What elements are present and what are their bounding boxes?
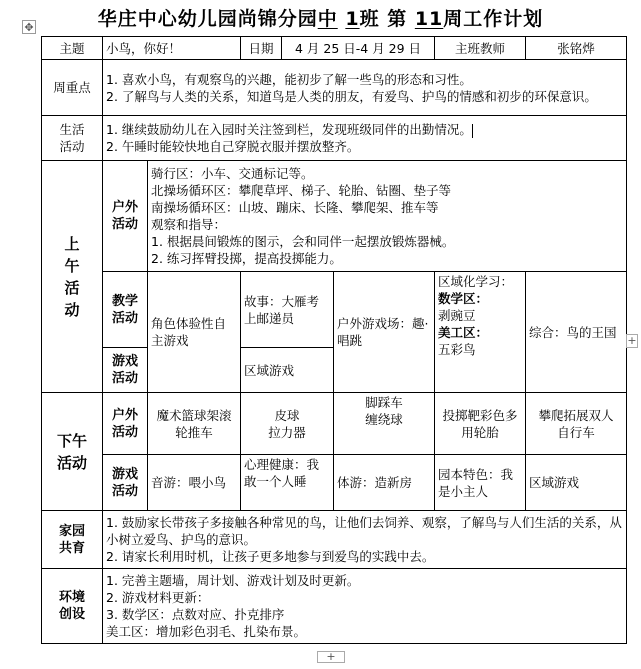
pm-outdoor-cell-1[interactable]: 魔术篮球架滚轮推车 <box>148 393 241 455</box>
afternoon-label: 下午活动 <box>42 393 103 511</box>
env-row <box>42 569 627 644</box>
outdoor-line-4: 观察和指导： <box>151 217 227 232</box>
pm-outdoor-item-wrap-ball: 缠绕球 <box>365 412 403 427</box>
text-cursor <box>472 124 473 138</box>
art-zone-label: 美工区： <box>438 325 489 340</box>
game-cell-2[interactable]: 区域游戏 <box>241 348 334 393</box>
morning-label: 上午活动 <box>42 161 103 393</box>
env-line-2: 2. 游戏材料更新： <box>106 590 210 605</box>
outdoor-line-6: 2. 练习挥臂投掷，提高投掷能力。 <box>151 251 342 266</box>
home-line-1: 1. 鼓励家长带孩子多接触各种常见的鸟，让他们去饲养、观察，了解鸟与人们生活的关系，从小树立爱鸟、护鸟的意识。 <box>106 515 622 547</box>
math-zone-item: 剥豌豆 <box>438 308 476 323</box>
pm-outdoor-item-puller: 拉力器 <box>268 424 306 440</box>
focus-content[interactable] <box>103 60 627 116</box>
pm-game-cell-5[interactable]: 区域游戏 <box>526 455 627 511</box>
morning-teaching-label: 教学活动 <box>103 272 148 348</box>
page-title <box>0 4 641 31</box>
afternoon-outdoor-label: 户外活动 <box>103 393 148 455</box>
pm-outdoor-item-pedal: 脚踩车 <box>365 395 403 410</box>
date-label: 日期 <box>241 37 282 60</box>
pm-game-cell-3[interactable]: 体游：造新房 <box>334 455 435 511</box>
pm-game-cell-1[interactable]: 音游：喂小鸟 <box>148 455 241 511</box>
home-row <box>42 511 627 569</box>
add-column-plus-icon[interactable]: + <box>627 334 637 347</box>
teaching-cell-2[interactable]: 故事：大雁考上邮递员 <box>241 272 334 348</box>
teacher-label: 主班教师 <box>435 37 526 60</box>
focus-line-2: 2. 了解鸟与人类的关系，知道鸟是人类的朋友，有爱鸟、护鸟的情感和初步的环保意识。 <box>106 88 597 104</box>
afternoon-game-row <box>42 455 627 511</box>
pm-game-cell-2[interactable]: 心理健康：我敢一个人睡 <box>241 455 334 511</box>
teaching-cell-4[interactable] <box>435 272 526 393</box>
theme-label: 主题 <box>42 37 103 60</box>
focus-label: 周重点 <box>42 60 103 116</box>
class-number: 1 <box>345 8 360 30</box>
morning-game-label: 游戏活动 <box>103 348 148 393</box>
morning-outdoor-content[interactable] <box>148 161 627 272</box>
life-line-1: 1. 继续鼓励幼儿在入园时关注签到栏，发现班级同伴的出勤情况。 <box>106 122 472 137</box>
outdoor-line-3: 南操场循环区：山坡、蹦床、长隆、攀爬架、推车等 <box>151 200 439 215</box>
math-zone-label: 数学区： <box>438 291 489 306</box>
focus-row <box>42 60 627 116</box>
morning-teaching-row <box>42 272 627 348</box>
outdoor-line-5: 1. 根据晨间锻炼的图示，会和同伴一起摆放锻炼器械。 <box>151 234 455 249</box>
pm-outdoor-item-ball: 皮球 <box>274 407 300 423</box>
life-content[interactable] <box>103 116 627 161</box>
env-line-4: 美工区：增加彩色羽毛、扎染布景。 <box>106 624 307 639</box>
env-content[interactable] <box>103 569 627 644</box>
pm-game-cell-4[interactable]: 园本特色：我是小主人 <box>435 455 526 511</box>
outdoor-line-1: 骑行区：小车、交通标记等。 <box>151 166 314 181</box>
teaching-cell-1[interactable]: 角色体验性自主游戏 <box>148 272 241 393</box>
home-line-2: 2. 请家长利用时机，让孩子更多地参与到爱鸟的实践中去。 <box>106 549 435 564</box>
theme-value[interactable]: 小鸟，你好！ <box>103 37 241 60</box>
outdoor-line-2: 北操场循环区：攀爬草坪、梯子、轮胎、钻圈、垫子等 <box>151 183 452 198</box>
life-label: 生活活动 <box>42 116 103 161</box>
teaching-cell-5[interactable]: 综合：鸟的王国 <box>526 272 627 393</box>
date-value[interactable]: 4 月 25 日-4 月 29 日 <box>282 37 435 60</box>
pm-outdoor-cell-4[interactable]: 投掷靶彩色多用轮胎 <box>435 393 526 455</box>
week-number: 11 <box>414 8 444 30</box>
home-label: 家园共育 <box>42 511 103 569</box>
art-zone-item: 五彩鸟 <box>438 342 476 357</box>
teacher-value[interactable]: 张铭烨 <box>526 37 627 60</box>
env-label: 环境创设 <box>42 569 103 644</box>
life-line-2: 2. 午睡时能较快地自己穿脱衣服并摆放整齐。 <box>106 139 360 154</box>
teaching-cell-3[interactable]: 户外游戏场：趣·唱跳 <box>334 272 435 393</box>
home-content[interactable] <box>103 511 627 569</box>
table-move-handle-icon[interactable]: ✥ <box>22 20 36 34</box>
env-line-1: 1. 完善主题墙，周计划、游戏计划及时更新。 <box>106 573 360 588</box>
weekly-plan-table <box>41 36 627 644</box>
add-row-plus-icon[interactable]: + <box>317 651 345 663</box>
afternoon-outdoor-row <box>42 393 627 455</box>
class-grade: 中 <box>317 8 338 30</box>
pm-outdoor-cell-3[interactable] <box>334 393 435 455</box>
morning-outdoor-label: 户外活动 <box>103 161 148 272</box>
pm-outdoor-cell-5[interactable]: 攀爬拓展双人自行车 <box>526 393 627 455</box>
zone-learning-title: 区域化学习： <box>438 274 514 289</box>
school-name: 华庄中心幼儿园尚锦分园 <box>97 8 318 30</box>
week-suffix: 周工作计划 <box>443 8 544 30</box>
morning-outdoor-row <box>42 161 627 272</box>
pm-outdoor-cell-2[interactable] <box>241 393 334 455</box>
env-line-3: 3. 数学区：点数对应、扑克排序 <box>106 607 285 622</box>
focus-line-1: 1. 喜欢小鸟，有观察鸟的兴趣，能初步了解一些鸟的形态和习性。 <box>106 71 472 87</box>
afternoon-game-label: 游戏活动 <box>103 455 148 511</box>
header-row <box>42 37 627 60</box>
class-suffix: 班 第 <box>359 8 408 30</box>
life-row <box>42 116 627 161</box>
